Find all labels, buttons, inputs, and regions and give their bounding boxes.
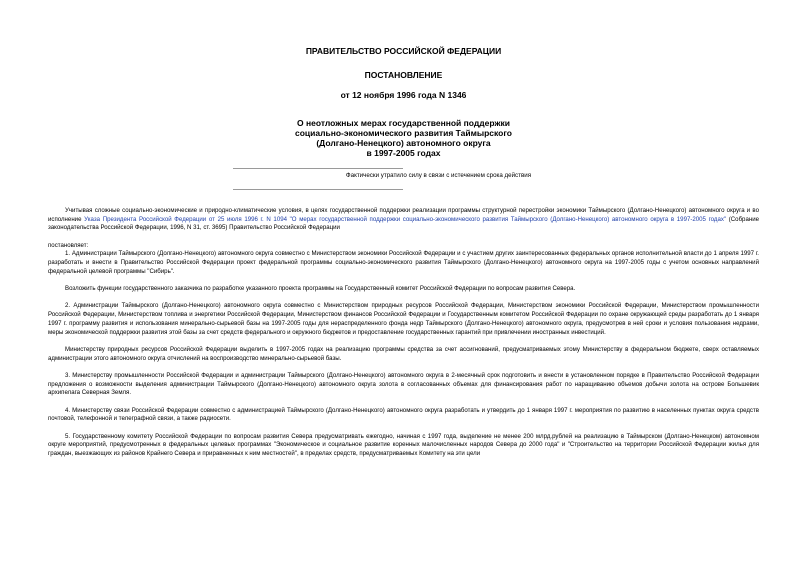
paragraph-5: 5. Государственному комитету Российской Федерации по вопросам развития Севера предусматривать ежегодно, начиная с 1997 года, выделение не менее 200 млрд.рублей на реализацию в Таймырском (Долгано-Ненецком) автономном округе мероприятий, предусмотренных в федеральных целевых программах "Экономическое и социальное развитие коренных малочисленных народов Севера до 2000 года" и "Строительство на территории Российской Федерации жилья для граждан, выезжающих из районов Крайнего Севера и приравненных к ним местностей", в пределах средств, предусматриваемых Комитету на эти цели [48,432,759,457]
preamble-paragraph [48,207,759,233]
paragraph-3: 3. Министерству промышленности Российской Федерации и администрации Таймырского (Долгано-Ненецкого) автономного округа в 2-месячный срок подготовить и внести в установленном порядке в Правительство Российской Федерации предложения о возможности выделения администрации Таймырского (Долгано-Ненецкого) автономного округа золота в согласованных объемах для финансирования работ по наращиванию объемов добычи золота на острове Большевик архипелага Северная Земля. [48,371,759,397]
resolves-label: постановляет: [48,241,89,249]
paragraph-1-continued: Возложить функции государственного заказчика по разработке указанного проекта программы на Государственный комитет Российской Федерации по вопросам развития Севера. [65,285,576,293]
status-note: Фактически утратило силу в связи с истечением срока действия [345,172,532,179]
doc-type-heading: ПОСТАНОВЛЕНИЕ [364,70,443,80]
title-line: (Долгано-Ненецкого) автономного округа [316,138,491,148]
date-number-heading: от 12 ноября 1996 года N 1346 [340,90,467,100]
government-heading: ПРАВИТЕЛЬСТВО РОССИЙСКОЙ ФЕДЕРАЦИИ [305,46,502,56]
divider [233,189,403,190]
paragraph-2: 2. Администрации Таймырского (Долгано-Ненецкого) автономного округа совместно с Министерством природных ресурсов Российской Федерации, Министерством экономики Российской Федерации, Министерством промышленности Российской Федерации, Министерством топлива и энергетики Российской Федерации, Министерством финансов Российской Федерации и Государственным комитетом Российской Федерации по охране окружающей среды разработать до 1 января 1997 г. программу развития и использования минерально-сырьевой базы на 1997-2005 годы для нераспределенного фонда недр Таймырского (Долгано-Ненецкого) автономного округа, предусмотрев в ней сроки и условия пользования недрами, меры экономической поддержки развития этой базы за счет средств федерального и окружного бюджетов и предоставление государственных гарантий при привлечении иностранных инвестиций. [48,302,759,336]
paragraph-2-continued: Министерству природных ресурсов Российской Федерации выделить в 1997-2005 годах на реализацию программы средства за счет ассигнований, предусматриваемых этому Министерству в федеральном бюджете, сверх оставляемых администрации этого автономного округа отчислений на воспроизводство минерально-сырьевой базы. [48,345,759,362]
document-body [40,207,767,459]
decree-link[interactable]: Указа Президента Российской Федерации от 25 июля 1996 г. N 1094 "О мерах государственной поддержки социально-экономического развития Таймырского (Долгано-Ненецкого) автономного округа в 1997-2005 годах" [84,215,727,223]
paragraph-1: 1. Администрации Таймырского (Долгано-Ненецкого) автономного округа совместно с Министерством экономики Российской Федерации и с участием других заинтересованных федеральных органов исполнительной власти до 1 апреля 1997 г. разработать и внести в Правительство Российской Федерации проект федеральной программы социально-экономического развития Таймырского (Долгано-Ненецкого) автономного округа на 1997-2005 годы с учетом основных направлений федеральной целевой программы "Сибирь". [48,250,759,275]
preamble-text: (Собрание законодательства Российской Федерации, 1996, N 31, ст. 3695) Правительство Российской Федерации [48,215,759,232]
title-line: О неотложных мерах государственной поддержки [297,118,510,128]
title-line: социально-экономического развития Таймырского [295,128,512,138]
paragraph-4: 4. Министерству связи Российской Федерации совместно с администрацией Таймырского (Долгано-Ненецкого) автономного округа разработать и утвердить до 1 января 1997 г. мероприятия по развитию в населенных пунктах округа средств почтовой, телефонной и телеграфной связи, а также радиосети. [48,406,759,423]
preamble-text: Учитывая сложные социально-экономические и природно-климатические условия, в целях государственной поддержки реализации программы структурной перестройки экономики Таймырского (Долгано-Ненецкого) автономного округа и во исполнение [48,207,759,223]
document-title [40,118,767,158]
divider [233,168,403,169]
title-line: в 1997-2005 годах [366,148,441,158]
